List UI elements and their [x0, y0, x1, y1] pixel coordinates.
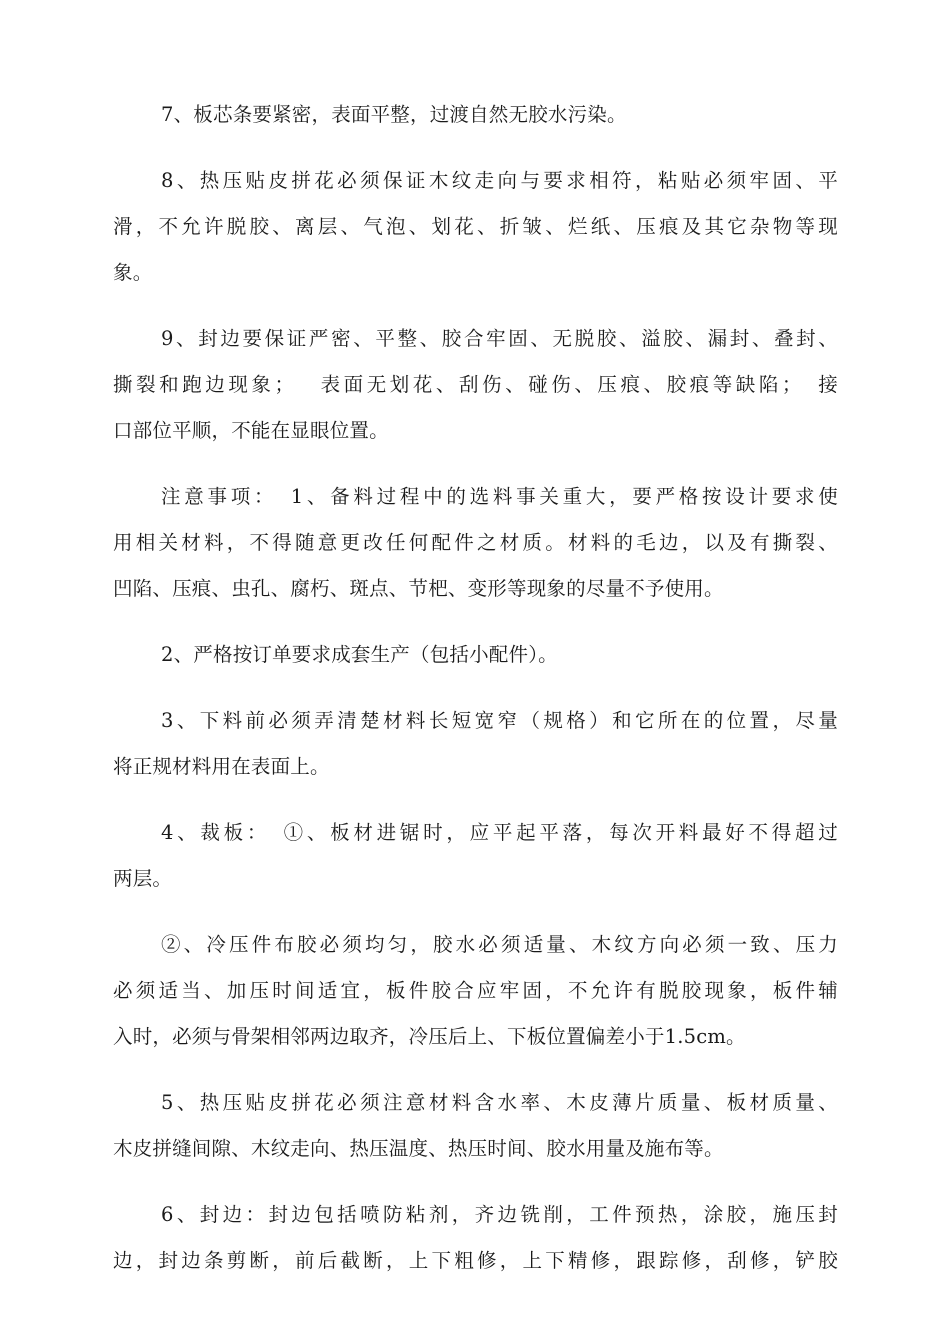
text-line: ②、冷压件布胶必须均匀，胶水必须适量、木纹方向必须一致、压力	[161, 933, 838, 956]
text-line: 将正规材料用在表面上。	[113, 755, 330, 778]
paragraph-note-6	[113, 1192, 838, 1284]
text-line: 用相关材料，不得随意更改任何配件之材质。材料的毛边，以及有撕裂、	[113, 531, 838, 554]
paragraph-note-5	[113, 1080, 838, 1172]
text-line: 入时，必须与骨架相邻两边取齐，冷压后上、下板位置偏差小于1.5cm。	[113, 1025, 746, 1048]
text-line: 撕裂和跑边现象； 表面无划花、刮伤、碰伤、压痕、胶痕等缺陷； 接	[113, 373, 838, 396]
text-line: 滑，不允许脱胶、离层、气泡、划花、折皱、烂纸、压痕及其它杂物等现	[113, 215, 838, 238]
text-line: 8、热压贴皮拼花必须保证木纹走向与要求相符，粘贴必须牢固、平	[161, 169, 838, 192]
text-line: 6、封边：封边包括喷防粘剂，齐边铣削，工件预热，涂胶，施压封	[161, 1203, 838, 1226]
text-line: 9、封边要保证严密、平整、胶合牢固、无脱胶、溢胶、漏封、叠封、	[161, 327, 838, 350]
paragraph-note-3	[113, 698, 838, 790]
paragraph-9	[113, 316, 838, 454]
paragraph-note-4	[113, 810, 838, 902]
text-line: 边，封边条剪断，前后截断，上下粗修，上下精修，跟踪修，刮修，铲胶	[113, 1249, 838, 1272]
text-line: 注意事项： 1、备料过程中的选料事关重大，要严格按设计要求使	[161, 485, 838, 508]
text-line: 象。	[113, 261, 153, 284]
text-line: 口部位平顺，不能在显眼位置。	[113, 419, 389, 442]
text-line: 凹陷、压痕、虫孔、腐朽、斑点、节杷、变形等现象的尽量不予使用。	[113, 577, 724, 600]
document-page	[113, 92, 838, 1304]
paragraph-note-4-2	[113, 922, 838, 1060]
text-line: 4、裁板： ①、板材进锯时，应平起平落，每次开料最好不得超过	[161, 821, 838, 844]
text-line: 木皮拼缝间隙、木纹走向、热压温度、热压时间、胶水用量及施布等。	[113, 1137, 724, 1160]
paragraph-notes	[113, 474, 838, 612]
paragraph-8	[113, 158, 838, 296]
text-line: 2、严格按订单要求成套生产（包括小配件）。	[161, 643, 558, 666]
text-line: 必须适当、加压时间适宜，板件胶合应牢固，不允许有脱胶现象，板件辅	[113, 979, 838, 1002]
paragraph-7	[113, 92, 838, 138]
text-line: 7、板芯条要紧密，表面平整，过渡自然无胶水污染。	[161, 103, 627, 126]
text-line: 3、下料前必须弄清楚材料长短宽窄（规格）和它所在的位置，尽量	[161, 709, 838, 732]
text-line: 两层。	[113, 867, 173, 890]
text-line: 5、热压贴皮拼花必须注意材料含水率、木皮薄片质量、板材质量、	[161, 1091, 838, 1114]
paragraph-note-2	[113, 632, 838, 678]
